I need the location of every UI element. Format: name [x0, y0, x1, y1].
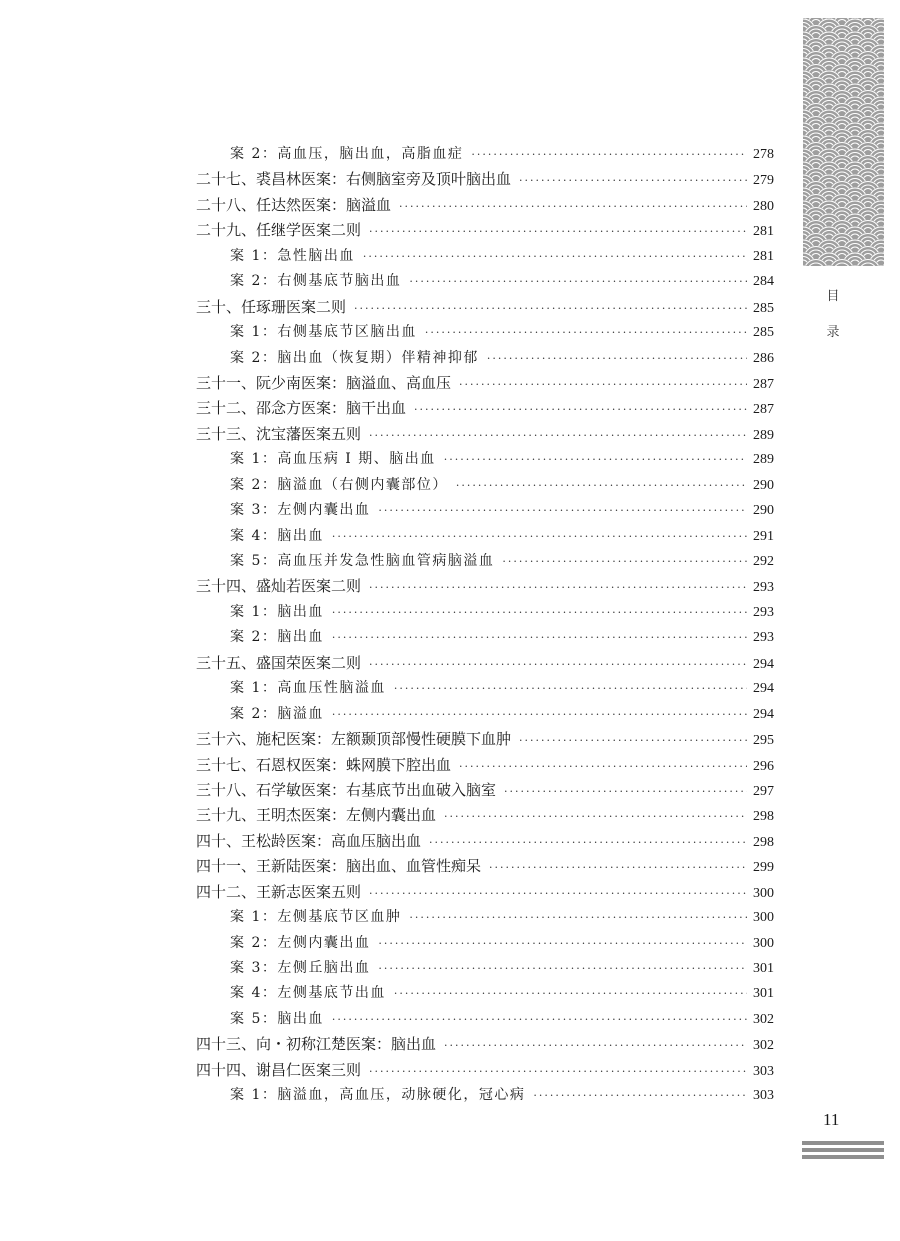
dot-leader	[332, 625, 747, 650]
toc-entry-title: 案 1：左侧基底节区血肿	[230, 909, 402, 926]
toc-entry-title: 案 1：脑溢血，高血压，动脉硬化，冠心病	[230, 1087, 526, 1104]
toc-entry-page: 295	[753, 733, 774, 749]
toc-entry-page: 294	[753, 681, 774, 697]
dot-leader	[394, 981, 747, 1006]
toc-subentry[interactable]	[196, 625, 774, 650]
toc-entry-page: 300	[753, 935, 774, 951]
toc-subentry[interactable]	[196, 524, 774, 549]
toc-entry-title: 三十九、王明杰医案：左侧内囊出血	[196, 806, 437, 825]
dot-leader	[369, 575, 747, 600]
toc-subentry[interactable]	[196, 473, 774, 498]
toc-subentry[interactable]	[196, 244, 774, 269]
toc-subentry[interactable]	[196, 549, 774, 574]
toc-subentry[interactable]	[196, 320, 774, 345]
footer-decoration	[802, 1141, 884, 1162]
toc-entry-page: 298	[753, 809, 774, 825]
page-number: 11	[823, 1110, 840, 1129]
toc-entry-title: 三十二、邵念方医案：脑干出血	[196, 399, 407, 418]
toc-entry-page: 300	[753, 910, 774, 926]
toc-entry[interactable]	[196, 803, 774, 828]
toc-entry-page: 294	[753, 706, 774, 722]
side-label-char: 录	[826, 325, 840, 340]
toc-subentry[interactable]	[196, 956, 774, 981]
dot-leader	[332, 524, 747, 549]
toc-entry-title: 案 2：脑溢血	[230, 705, 324, 722]
toc-entry-title: 四十一、王新陆医案：脑出血、血管性痴呆	[196, 857, 482, 876]
dot-leader	[369, 881, 747, 906]
toc-entry-page: 303	[753, 1063, 774, 1079]
side-label-char: 目	[826, 289, 840, 304]
toc-entry-title: 四十、王松龄医案：高血压脑出血	[196, 831, 422, 850]
toc-entry[interactable]	[196, 829, 774, 854]
toc-entry[interactable]	[196, 727, 774, 752]
dot-leader	[504, 779, 747, 804]
dot-leader	[378, 956, 747, 981]
dot-leader	[519, 168, 747, 193]
toc-entry-title: 四十三、向・初称江楚医案：脑出血	[196, 1035, 437, 1054]
toc-subentry[interactable]	[196, 346, 774, 371]
toc-entry-title: 案 4：左侧基底节出血	[230, 985, 386, 1002]
dot-leader	[471, 142, 747, 167]
dot-leader	[444, 447, 747, 472]
toc-entry-title: 三十七、石恩权医案：蛛网膜下腔出血	[196, 755, 452, 774]
toc-subentry[interactable]	[196, 905, 774, 930]
decorative-wave-pattern	[803, 18, 884, 266]
toc-entry-title: 案 4：脑出血	[230, 527, 324, 544]
toc-entry-page: 289	[753, 427, 774, 443]
toc-subentry[interactable]	[196, 269, 774, 294]
dot-leader	[414, 397, 747, 422]
dot-leader	[533, 1083, 747, 1108]
toc-subentry[interactable]	[196, 600, 774, 625]
toc-entry-page: 279	[753, 173, 774, 189]
toc-entry-title: 三十六、施杞医案：左额颞顶部慢性硬膜下血肿	[196, 730, 512, 749]
toc-entry-page: 285	[753, 325, 774, 341]
toc-entry[interactable]	[196, 574, 774, 599]
toc-entry-page: 301	[753, 986, 774, 1002]
toc-entry-page: 287	[753, 376, 774, 392]
toc-entry-title: 案 1：高血压病 Ⅰ 期、脑出血	[230, 451, 436, 468]
toc-entry-page: 287	[753, 402, 774, 418]
toc-entry-title: 三十、任琢珊医案二则	[196, 297, 347, 316]
toc-entry-title: 四十二、王新志医案五则	[196, 882, 362, 901]
toc-entry-title: 案 1：急性脑出血	[230, 247, 355, 264]
footer-bar	[802, 1148, 884, 1152]
table-of-contents	[196, 142, 774, 1109]
toc-entry-title: 三十八、石学敏医案：右基底节出血破入脑室	[196, 780, 497, 799]
toc-entry-page: 299	[753, 860, 774, 876]
toc-entry-title: 三十四、盛灿若医案二则	[196, 577, 362, 596]
dot-leader	[369, 652, 747, 677]
dot-leader	[363, 244, 747, 269]
toc-entry-title: 案 3：左侧内囊出血	[230, 502, 371, 519]
toc-entry-title: 二十八、任达然医案：脑溢血	[196, 195, 392, 214]
toc-subentry[interactable]	[196, 1007, 774, 1032]
toc-subentry[interactable]	[196, 676, 774, 701]
dot-leader	[369, 1059, 747, 1084]
dot-leader	[456, 473, 747, 498]
toc-entry[interactable]	[196, 371, 774, 396]
dot-leader	[459, 372, 747, 397]
toc-entry-title: 三十一、阮少南医案：脑溢血、高血压	[196, 373, 452, 392]
dot-leader	[409, 905, 747, 930]
toc-entry[interactable]	[196, 295, 774, 320]
dot-leader	[444, 804, 747, 829]
toc-entry[interactable]	[196, 1032, 774, 1057]
toc-entry-title: 三十五、盛国荣医案二则	[196, 653, 362, 672]
dot-leader	[332, 600, 747, 625]
toc-entry-page: 291	[753, 528, 774, 544]
footer-bar	[802, 1141, 884, 1145]
toc-subentry[interactable]	[196, 931, 774, 956]
toc-entry-title: 案 1：右侧基底节区脑出血	[230, 324, 417, 341]
toc-entry-page: 280	[753, 198, 774, 214]
toc-entry-page: 297	[753, 783, 774, 799]
toc-entry-title: 三十三、沈宝藩医案五则	[196, 424, 362, 443]
dot-leader	[378, 931, 747, 956]
toc-entry-title: 案 2：左侧内囊出血	[230, 934, 371, 951]
toc-entry-page: 281	[753, 224, 774, 240]
toc-entry-title: 案 2：右侧基底节脑出血	[230, 273, 402, 290]
toc-entry-title: 案 5：高血压并发急性脑血管病脑溢血	[230, 553, 495, 569]
dot-leader	[354, 296, 747, 321]
dot-leader	[489, 855, 747, 880]
toc-entry-page: 284	[753, 274, 774, 290]
dot-leader	[459, 754, 747, 779]
dot-leader	[444, 1033, 747, 1058]
toc-entry-title: 二十七、裘昌林医案：右侧脑室旁及顶叶脑出血	[196, 170, 512, 189]
toc-entry-title: 四十四、谢昌仁医案三则	[196, 1060, 362, 1079]
dot-leader	[399, 194, 747, 219]
toc-subentry[interactable]	[196, 981, 774, 1006]
toc-entry[interactable]	[196, 167, 774, 192]
toc-entry[interactable]	[196, 778, 774, 803]
toc-entry[interactable]	[196, 854, 774, 879]
dot-leader	[487, 346, 747, 371]
toc-entry-page: 293	[753, 580, 774, 596]
dot-leader	[519, 728, 747, 753]
toc-entry-title: 案 1：脑出血	[230, 603, 324, 620]
toc-entry[interactable]	[196, 193, 774, 218]
toc-entry-page: 302	[753, 1011, 774, 1027]
toc-entry-page: 285	[753, 300, 774, 316]
dot-leader	[332, 1007, 747, 1032]
toc-entry-page: 294	[753, 656, 774, 672]
toc-entry-page: 301	[753, 961, 774, 976]
toc-entry-title: 案 2：脑出血（恢复期）伴精神抑郁	[230, 349, 479, 366]
dot-leader	[378, 498, 747, 523]
dot-leader	[425, 320, 747, 345]
toc-entry-page: 281	[753, 248, 774, 264]
toc-subentry[interactable]	[196, 1083, 774, 1108]
side-section-label	[826, 285, 840, 357]
toc-entry-title: 案 2：高血压，脑出血，高脂血症	[230, 146, 464, 162]
toc-entry-page: 300	[753, 885, 774, 901]
toc-entry[interactable]	[196, 422, 774, 447]
toc-entry[interactable]	[196, 396, 774, 421]
toc-entry-page: 292	[753, 554, 774, 569]
dot-leader	[429, 830, 747, 855]
toc-entry-page: 298	[753, 834, 774, 850]
toc-entry-page: 293	[753, 630, 774, 646]
toc-entry-page: 302	[753, 1038, 774, 1054]
toc-entry-title: 案 3：左侧丘脑出血	[230, 960, 371, 976]
toc-entry[interactable]	[196, 218, 774, 243]
toc-subentry[interactable]	[196, 447, 774, 472]
footer-bar	[802, 1155, 884, 1159]
toc-entry-page: 286	[753, 350, 774, 366]
dot-leader	[409, 269, 747, 294]
toc-entry-title: 案 5：脑出血	[230, 1010, 324, 1027]
toc-entry[interactable]	[196, 880, 774, 905]
toc-entry[interactable]	[196, 753, 774, 778]
toc-subentry[interactable]	[196, 702, 774, 727]
toc-entry-title: 案 2：脑出血	[230, 629, 324, 646]
toc-entry-page: 278	[753, 147, 774, 162]
toc-subentry[interactable]	[196, 142, 774, 167]
toc-entry-page: 303	[753, 1088, 774, 1104]
dot-leader	[369, 423, 747, 448]
toc-entry[interactable]	[196, 651, 774, 676]
toc-entry-page: 289	[753, 452, 774, 468]
toc-entry-title: 二十九、任继学医案二则	[196, 221, 362, 240]
toc-entry-page: 290	[753, 503, 774, 519]
toc-entry[interactable]	[196, 1058, 774, 1083]
toc-entry-title: 案 1：高血压性脑溢血	[230, 680, 386, 697]
toc-subentry[interactable]	[196, 498, 774, 523]
toc-entry-page: 293	[753, 604, 774, 620]
toc-entry-page: 296	[753, 758, 774, 774]
dot-leader	[502, 549, 747, 574]
dot-leader	[369, 219, 747, 244]
dot-leader	[394, 676, 747, 701]
toc-entry-page: 290	[753, 477, 774, 493]
dot-leader	[332, 702, 747, 727]
toc-entry-title: 案 2：脑溢血（右侧内囊部位）	[230, 476, 448, 493]
